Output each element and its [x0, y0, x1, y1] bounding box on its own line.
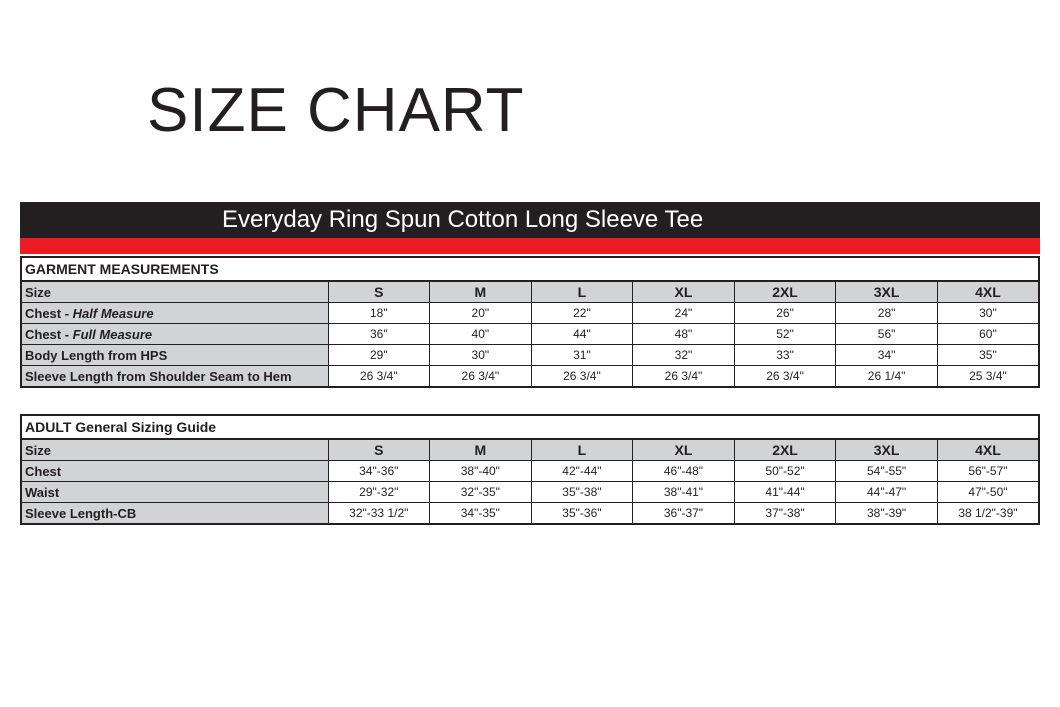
table-row [21, 303, 1039, 324]
measurement-cell: 26 3/4" [531, 366, 633, 388]
row-label: Body Length from HPS [21, 345, 328, 366]
measurement-cell: 33" [734, 345, 836, 366]
measurement-cell: 26 3/4" [734, 366, 836, 388]
measurement-cell: 38 1/2"-39" [937, 503, 1039, 525]
measurement-cell: 30" [430, 345, 532, 366]
table-row [21, 345, 1039, 366]
measurement-cell: 56" [836, 324, 938, 345]
measurement-cell: 42"-44" [531, 461, 633, 482]
row-label: Chest - Half Measure [21, 303, 328, 324]
measurement-cell: 20" [430, 303, 532, 324]
size-header-row [21, 439, 1039, 461]
size-header-cell: XL [633, 281, 735, 303]
measurement-cell: 36" [328, 324, 430, 345]
measurement-cell: 52" [734, 324, 836, 345]
size-header-cell: 4XL [937, 281, 1039, 303]
measurement-cell: 44"-47" [836, 482, 938, 503]
measurement-cell: 26 3/4" [328, 366, 430, 388]
measurement-cell: 60" [937, 324, 1039, 345]
measurement-cell: 44" [531, 324, 633, 345]
garment-measurements-table [20, 256, 1040, 388]
table-row [21, 366, 1039, 388]
measurement-cell: 32"-35" [430, 482, 532, 503]
measurement-cell: 32"-33 1/2" [328, 503, 430, 525]
measurement-cell: 35"-38" [531, 482, 633, 503]
measurement-cell: 31" [531, 345, 633, 366]
size-header-cell: 2XL [734, 281, 836, 303]
size-header-cell: 3XL [836, 281, 938, 303]
measurement-cell: 56"-57" [937, 461, 1039, 482]
adult-table-heading: ADULT General Sizing Guide [21, 415, 1039, 439]
row-label: Waist [21, 482, 328, 503]
row-label: Chest [21, 461, 328, 482]
page-title: SIZE CHART [147, 76, 525, 145]
row-label: Chest - Full Measure [21, 324, 328, 345]
product-name: Everyday Ring Spun Cotton Long Sleeve Tee [222, 206, 704, 233]
measurement-cell: 36"-37" [633, 503, 735, 525]
measurement-cell: 32" [633, 345, 735, 366]
measurement-cell: 38"-40" [430, 461, 532, 482]
measurement-cell: 37"-38" [734, 503, 836, 525]
size-header-cell: 4XL [937, 439, 1039, 461]
table-row [21, 461, 1039, 482]
measurement-cell: 38"-41" [633, 482, 735, 503]
garment-table-heading: GARMENT MEASUREMENTS [21, 257, 1039, 281]
measurement-cell: 47"-50" [937, 482, 1039, 503]
measurement-cell: 26 3/4" [430, 366, 532, 388]
measurement-cell: 40" [430, 324, 532, 345]
measurement-cell: 38"-39" [836, 503, 938, 525]
measurement-cell: 41"-44" [734, 482, 836, 503]
size-header-cell: 3XL [836, 439, 938, 461]
red-stripe [20, 238, 1040, 254]
measurement-cell: 29" [328, 345, 430, 366]
size-header-cell: XL [633, 439, 735, 461]
measurement-cell: 34"-35" [430, 503, 532, 525]
size-header-cell: L [531, 439, 633, 461]
size-header-cell: S [328, 439, 430, 461]
measurement-cell: 34" [836, 345, 938, 366]
size-header-cell: M [430, 281, 532, 303]
size-header-label: Size [21, 439, 328, 461]
size-header-cell: M [430, 439, 532, 461]
measurement-cell: 48" [633, 324, 735, 345]
measurement-cell: 26 1/4" [836, 366, 938, 388]
measurement-cell: 26 3/4" [633, 366, 735, 388]
measurement-cell: 54"-55" [836, 461, 938, 482]
measurement-cell: 28" [836, 303, 938, 324]
measurement-cell: 18" [328, 303, 430, 324]
table-row [21, 324, 1039, 345]
measurement-cell: 29"-32" [328, 482, 430, 503]
size-header-cell: L [531, 281, 633, 303]
row-label: Sleeve Length from Shoulder Seam to Hem [21, 366, 328, 388]
size-header-label: Size [21, 281, 328, 303]
measurement-cell: 34"-36" [328, 461, 430, 482]
measurement-cell: 25 3/4" [937, 366, 1039, 388]
measurement-cell: 24" [633, 303, 735, 324]
table-row [21, 503, 1039, 525]
measurement-cell: 35" [937, 345, 1039, 366]
table-row [21, 482, 1039, 503]
measurement-cell: 35"-36" [531, 503, 633, 525]
measurement-cell: 30" [937, 303, 1039, 324]
measurement-cell: 26" [734, 303, 836, 324]
measurement-cell: 22" [531, 303, 633, 324]
measurement-cell: 46"-48" [633, 461, 735, 482]
adult-sizing-guide-table [20, 414, 1040, 525]
row-label: Sleeve Length-CB [21, 503, 328, 525]
measurement-cell: 50"-52" [734, 461, 836, 482]
size-header-row [21, 281, 1039, 303]
product-banner [20, 202, 1040, 238]
size-header-cell: 2XL [734, 439, 836, 461]
size-header-cell: S [328, 281, 430, 303]
